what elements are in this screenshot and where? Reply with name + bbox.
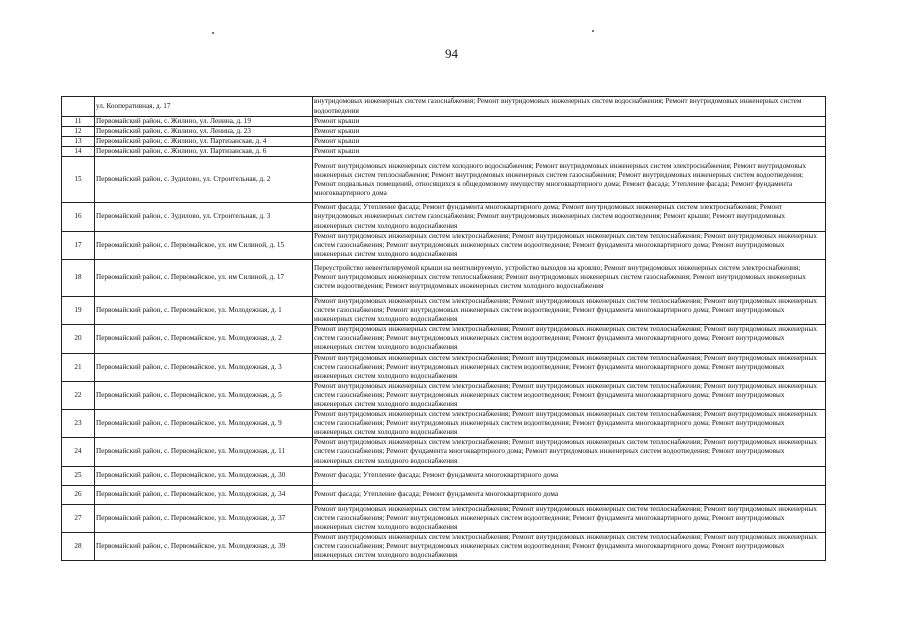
row-number: 20	[62, 325, 95, 353]
table-row	[62, 353, 826, 381]
row-works: Ремонт внутридомовых инженерных систем электроснабжения; Ремонт внутридомовых инженерных систем теплоснабжения; Ремонт внутридомовых инженерных систем газоснабжения; Ремонт фундамента многоквартирного дома; Ремонт внутридомовых инженерных систем водоотведения; Ремонт внутридомовых инженерных систем холодного водоснабжения	[313, 438, 826, 466]
table-row	[62, 532, 826, 560]
table-row	[62, 157, 826, 203]
row-address: Первомайский район, с. Первомайское, ул. Молодежная, д. 9	[95, 410, 313, 438]
table-row	[62, 231, 826, 259]
table-row	[62, 485, 826, 504]
row-number: 14	[62, 147, 95, 157]
row-works: Ремонт внутридомовых инженерных систем электроснабжения; Ремонт внутридомовых инженерных систем теплоснабжения; Ремонт внутридомовых инженерных систем газоснабжения; Ремонт внутридомовых инженерных систем водоотведения; Ремонт фундамента многоквартирного дома; Ремонт внутридомовых инженерных систем холодного водоснабжения	[313, 381, 826, 409]
row-number: 28	[62, 532, 95, 560]
row-number: 25	[62, 466, 95, 485]
row-address: Первомайский район, с. Зудилово, ул. Строительная, д. 2	[95, 157, 313, 203]
row-address: Первомайский район, с. Первомайское, ул. Молодежная, д. 2	[95, 325, 313, 353]
row-number: 17	[62, 231, 95, 259]
row-works: Ремонт фасада; Утепление фасада; Ремонт фундамента многоквартирного дома	[313, 485, 826, 504]
row-address: Первомайский район, с. Жилино, ул. Партизанская, д. 6	[95, 147, 313, 157]
row-works: Ремонт крыши	[313, 117, 826, 127]
row-works: Ремонт внутридомовых инженерных систем электроснабжения; Ремонт внутридомовых инженерных систем теплоснабжения; Ремонт внутридомовых инженерных систем газоснабжения; Ремонт внутридомовых инженерных систем водоотведения; Ремонт фундамента многоквартирного дома; Ремонт внутридомовых инженерных систем холодного водоснабжения	[313, 325, 826, 353]
row-address: Первомайский район, с. Первомайское, ул. Молодежная, д. 37	[95, 504, 313, 532]
row-number: 27	[62, 504, 95, 532]
row-number: 24	[62, 438, 95, 466]
scan-speck	[592, 30, 594, 32]
row-number: 12	[62, 127, 95, 137]
table-row	[62, 127, 826, 137]
row-works: Ремонт внутридомовых инженерных систем холодного водоснабжения; Ремонт внутридомовых инженерных систем электроснабжения; Ремонт внутридомовых инженерных систем теплоснабжения; Ремонт внутридомовых инженерных систем газоснабжения; Ремонт внутридомовых инженерных систем водоотведения; Ремонт подвальных помещений, относящихся к общедомовому имуществу многоквартирного дома; Ремонт фасада; Утепление фасада; Ремонт фундамента многоквартирного дома	[313, 157, 826, 203]
row-address: Первомайский район, с. Первомайское, ул. Молодежная, д. 1	[95, 296, 313, 324]
row-works: Ремонт крыши	[313, 137, 826, 147]
row-number	[62, 97, 95, 117]
table-row	[62, 410, 826, 438]
row-works: Ремонт фасада; Утепление фасада; Ремонт фундамента многоквартирного дома; Ремонт внутридомовых инженерных систем электроснабжения; Ремонт внутридомовых инженерных систем газоснабжения; Ремонт внутридомовых инженерных систем водоотведения; Ремонт крыши; Ремонт внутридомовых инженерных систем холодного водоснабжения	[313, 203, 826, 231]
row-works: Ремонт внутридомовых инженерных систем электроснабжения; Ремонт внутридомовых инженерных систем теплоснабжения; Ремонт внутридомовых инженерных систем газоснабжения; Ремонт внутридомовых инженерных систем водоотведения; Ремонт фундамента многоквартирного дома; Ремонт внутридомовых инженерных систем холодного водоснабжения	[313, 532, 826, 560]
row-number: 21	[62, 353, 95, 381]
table-row	[62, 325, 826, 353]
scan-speck	[212, 32, 214, 34]
row-address: Первомайский район, с. Первомайское, ул. им Силиной, д. 17	[95, 259, 313, 296]
row-works: Ремонт крыши	[313, 147, 826, 157]
row-works: Ремонт внутридомовых инженерных систем электроснабжения; Ремонт внутридомовых инженерных систем теплоснабжения; Ремонт внутридомовых инженерных систем газоснабжения; Ремонт внутридомовых инженерных систем водоотведения; Ремонт фундамента многоквартирного дома; Ремонт внутридомовых инженерных систем холодного водоснабжения	[313, 504, 826, 532]
row-address: Первомайский район, с. Зудилово, ул. Строительная, д. 3	[95, 203, 313, 231]
table-body	[62, 97, 826, 561]
row-address: Первомайский район, с. Жилино, ул. Ленина, д. 19	[95, 117, 313, 127]
row-number: 11	[62, 117, 95, 127]
row-number: 13	[62, 137, 95, 147]
row-number: 15	[62, 157, 95, 203]
table-row	[62, 466, 826, 485]
row-number: 18	[62, 259, 95, 296]
table-row	[62, 117, 826, 127]
table-row	[62, 259, 826, 296]
row-number: 16	[62, 203, 95, 231]
row-address: Первомайский район, с. Первомайское, ул. Молодежная, д. 30	[95, 466, 313, 485]
row-works: Ремонт внутридомовых инженерных систем электроснабжения; Ремонт внутридомовых инженерных систем теплоснабжения; Ремонт внутридомовых инженерных систем газоснабжения; Ремонт внутридомовых инженерных систем водоотведения; Ремонт фундамента многоквартирного дома; Ремонт внутридомовых инженерных систем холодного водоснабжения	[313, 231, 826, 259]
row-number: 26	[62, 485, 95, 504]
row-works: Ремонт крыши	[313, 127, 826, 137]
row-works: внутридомовых инженерных систем газоснабжения; Ремонт внутридомовых инженерных систем водоснабжения; Ремонт внутридомовых инженерных систем водоотведения	[313, 97, 826, 117]
row-number: 23	[62, 410, 95, 438]
table-row	[62, 438, 826, 466]
table-row	[62, 97, 826, 117]
row-works: Ремонт внутридомовых инженерных систем электроснабжения; Ремонт внутридомовых инженерных систем теплоснабжения; Ремонт внутридомовых инженерных систем газоснабжения; Ремонт внутридомовых инженерных систем водоотведения; Ремонт фундамента многоквартирного дома; Ремонт внутридомовых инженерных систем холодного водоснабжения	[313, 353, 826, 381]
row-address: Первомайский район, с. Первомайское, ул. Молодежная, д. 11	[95, 438, 313, 466]
row-address: ул. Кооперативная, д. 17	[95, 97, 313, 117]
row-address: Первомайский район, с. Первомайское, ул. Молодежная, д. 39	[95, 532, 313, 560]
row-number: 22	[62, 381, 95, 409]
row-address: Первомайский район, с. Жилино, ул. Партизанская, д. 4	[95, 137, 313, 147]
row-address: Первомайский район, с. Первомайское, ул. им Силиной, д. 15	[95, 231, 313, 259]
row-works: Ремонт внутридомовых инженерных систем электроснабжения; Ремонт внутридомовых инженерных систем теплоснабжения; Ремонт внутридомовых инженерных систем газоснабжения; Ремонт внутридомовых инженерных систем водоотведения; Ремонт фундамента многоквартирного дома; Ремонт внутридомовых инженерных систем холодного водоснабжения	[313, 410, 826, 438]
table-row	[62, 203, 826, 231]
table-row	[62, 381, 826, 409]
row-address: Первомайский район, с. Первомайское, ул. Молодежная, д. 34	[95, 485, 313, 504]
row-works: Ремонт фасада; Утепление фасада; Ремонт фундамента многоквартирного дома	[313, 466, 826, 485]
row-works: Ремонт внутридомовых инженерных систем электроснабжения; Ремонт внутридомовых инженерных систем теплоснабжения; Ремонт внутридомовых инженерных систем газоснабжения; Ремонт внутридомовых инженерных систем водоотведения; Ремонт фундамента многоквартирного дома; Ремонт внутридомовых инженерных систем холодного водоснабжения	[313, 296, 826, 324]
page-number: 94	[445, 46, 458, 61]
table-row	[62, 137, 826, 147]
row-address: Первомайский район, с. Первомайское, ул. Молодежная, д. 3	[95, 353, 313, 381]
table-row	[62, 147, 826, 157]
repair-register-table	[61, 96, 826, 561]
row-works: Переустройство невентилируемой крыши на вентилируемую, устройство выходов на кровлю; Ремонт внутридомовых инженерных систем электроснабжения; Ремонт внутридомовых инженерных систем теплоснабжения; Ремонт внутридомовых инженерных систем газоснабжения; Ремонт внутридомовых инженерных систем водоотведения; Ремонт внутридомовых инженерных систем холодного водоснабжения	[313, 259, 826, 296]
table-row	[62, 504, 826, 532]
row-address: Первомайский район, с. Первомайское, ул. Молодежная, д. 5	[95, 381, 313, 409]
table-row	[62, 296, 826, 324]
row-number: 19	[62, 296, 95, 324]
row-address: Первомайский район, с. Жилино, ул. Ленина, д. 23	[95, 127, 313, 137]
